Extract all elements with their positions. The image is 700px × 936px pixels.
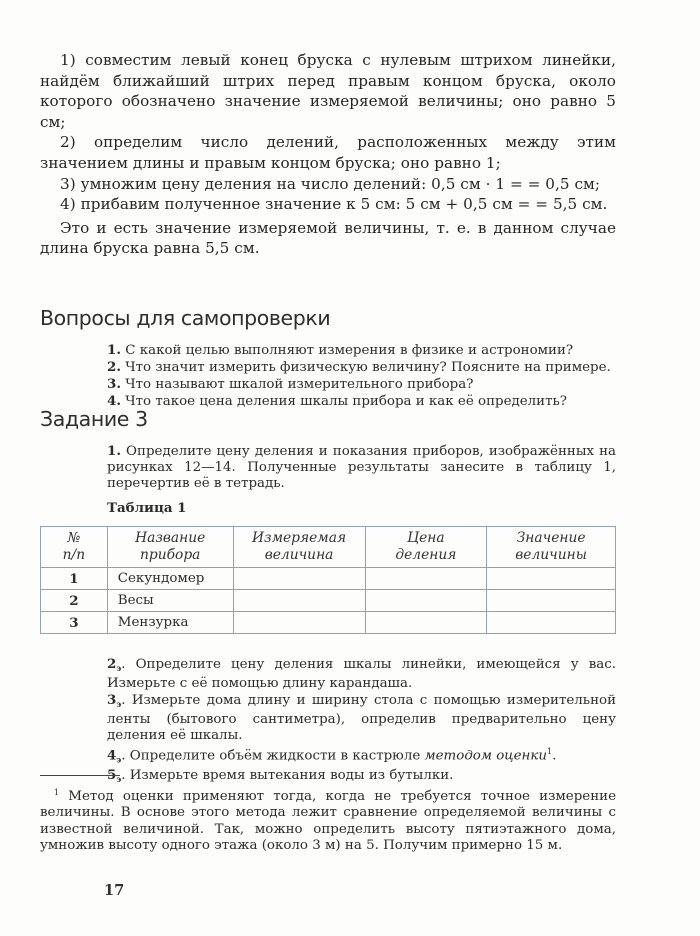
header-value: Значение величины	[487, 527, 616, 568]
header-quantity: Измеряемая величина	[233, 527, 365, 568]
step-3: 3) умножим цену деления на число делений: 0,5 см · 1 = = 0,5 см;	[60, 174, 601, 193]
self-check-heading: Вопросы для самопроверки	[40, 306, 331, 330]
footnote-divider	[40, 775, 120, 776]
step-1: 1) совместим левый конец бруска с нулевым штрихом линейки, найдём ближайший штрих перед правым концом бруска, около которого обозначено значение измеряемой величины; оно равно 5 см;	[40, 51, 616, 131]
task-item-4: $4_э$. Определите объём жидкости в кастрюле методом оценки$^1$.	[107, 747, 557, 765]
table-row: 3 Мензурка	[41, 612, 616, 634]
footnote-mark: 1	[54, 788, 60, 797]
task-item-3: $3_э$. Измерьте дома длину и ширину стола с помощью измерительной ленты (бытового сантиметра), определив предварительно цену деления её шкалы.	[107, 692, 616, 743]
step-2: 2) определим число делений, расположенных между этим значением длины и правым концом бруска; оно равно 1;	[40, 133, 616, 172]
step-4: 4) прибавим полученное значение к 5 см: 5 см + 0,5 см = = 5,5 см.	[60, 195, 608, 214]
footnote-ref: 1	[547, 747, 553, 756]
question-1: 1. С какой целью выполняют измерения в физике и астрономии?	[107, 342, 574, 358]
task-heading: Задание 3	[40, 407, 148, 431]
conclusion-paragraph: Это и есть значение измеряемой величины, т. е. в данном случае длина бруска равна 5,5 см.	[40, 218, 616, 258]
measurement-steps	[40, 50, 616, 259]
header-device: Название прибора	[107, 527, 233, 568]
task-item-2: $2_э$. Определите цену деления шкалы линейки, имеющейся у вас. Измерьте с её помощью длину карандаша.	[107, 656, 616, 691]
task-item-5: $5_э$. Измерьте время вытекания воды из бутылки.	[107, 767, 454, 785]
footnote: $^1$ Метод оценки применяют тогда, когда не требуется точное измерение величины. В основе этого метода лежит сравнение определяемой величины с известной величиной. Так, можно определить высоту пятиэтажного дома, умножив высоту одного этажа (около 3 м) на 5. Получим примерно 15 м.	[40, 788, 616, 854]
page-number: 17	[104, 882, 125, 899]
header-number: № п/п	[41, 527, 108, 568]
table-header-row	[41, 527, 616, 568]
estimation-method-term: методом оценки	[424, 748, 547, 764]
question-4: 4. Что такое цена деления шкалы прибора и как её определить?	[107, 393, 567, 409]
question-3: 3. Что называют шкалой измерительного прибора?	[107, 376, 474, 392]
self-check-questions	[107, 342, 616, 410]
task-item-1: 1. Определите цену деления и показания приборов, изображённых на рисунках 12—14. Полученные результаты занесите в таблицу 1, перечертив её в тетрадь.	[107, 443, 616, 491]
header-division: Цена деления	[365, 527, 487, 568]
table-1	[40, 526, 616, 634]
table-row: 1 Секундомер	[41, 568, 616, 590]
table-row: 2 Весы	[41, 590, 616, 612]
table-caption: Таблица 1	[107, 500, 187, 516]
question-2: 2. Что значит измерить физическую величину? Поясните на примере.	[107, 359, 611, 375]
experimental-tasks	[107, 656, 616, 787]
